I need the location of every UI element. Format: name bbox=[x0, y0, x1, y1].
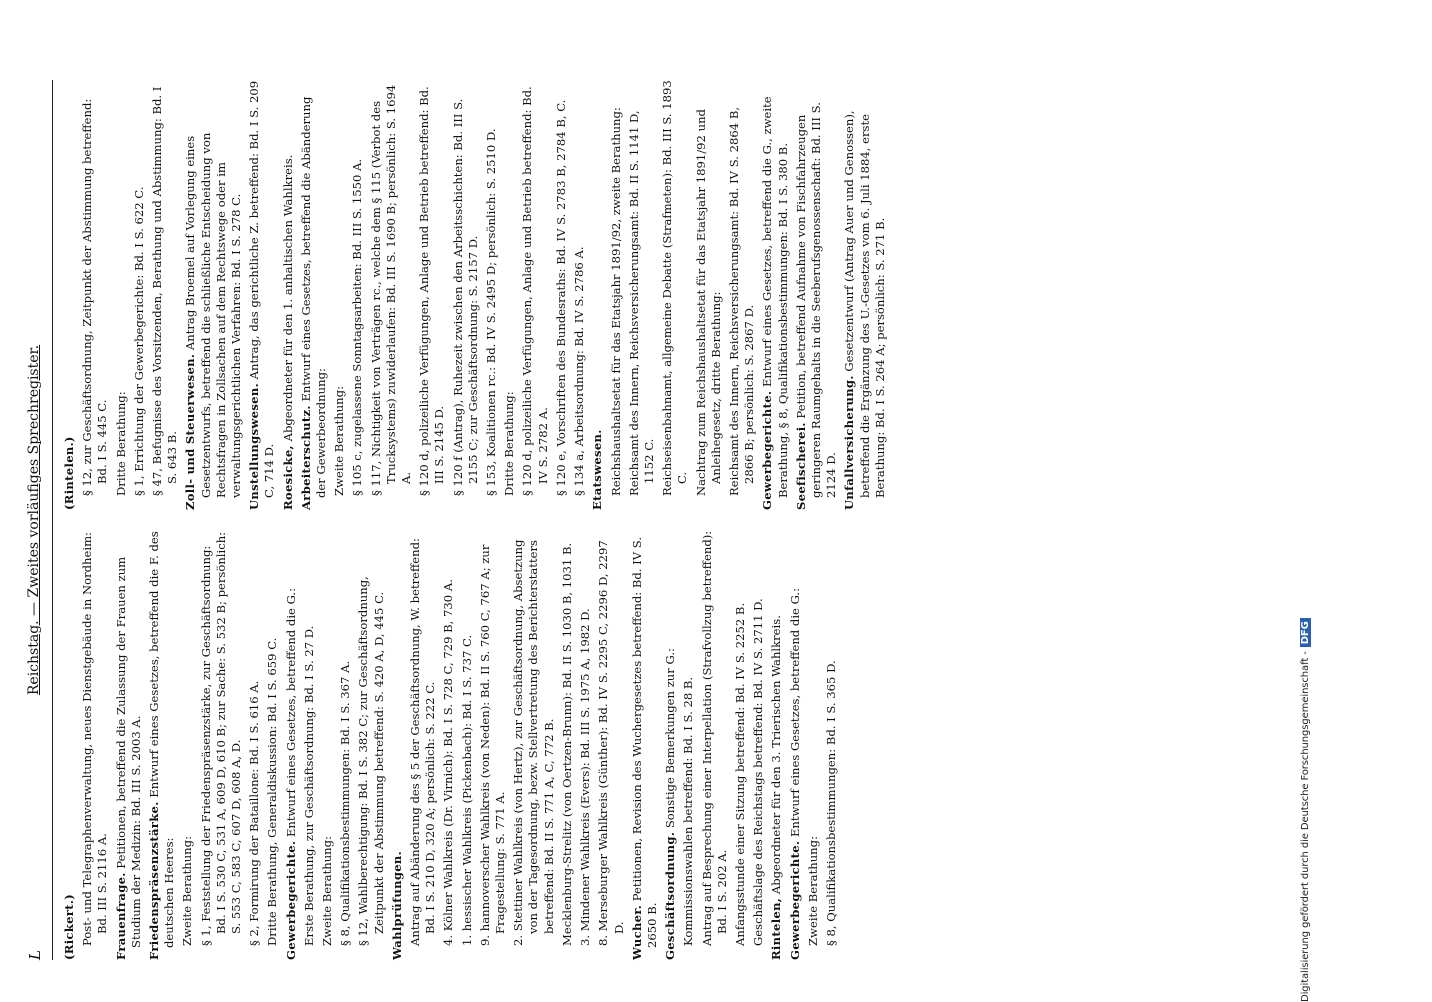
entry-text: § 8, Qualifikationsbestimmungen: Bd. I S. 365 D. bbox=[823, 660, 838, 946]
register-entry bbox=[441, 530, 456, 960]
entry-text: Post- und Telegraphenverwaltung, neues Dienstgebäude in Nordheim: Bd. III S. 2116 A. bbox=[80, 532, 110, 946]
digitization-note bbox=[1300, 2, 1311, 1002]
register-entry bbox=[302, 530, 317, 960]
register-entry bbox=[484, 80, 499, 510]
register-entry bbox=[609, 80, 624, 510]
entry-text: § 1, Feststellung der Friedenspräsenzstärke, zur Geschäftsordnung: Bd. I S. 530 C, 531 A, 609 D, 610 B; zur Sache: S. 532 B; persönlich: S. 553 C, 583 C, 607 D, 608 A, D. bbox=[198, 531, 244, 946]
register-entry bbox=[760, 80, 790, 510]
register-entry bbox=[842, 80, 888, 510]
entry-text: Petitionen, Revision des Wuchergesetzes betreffend: Bd. IV S. 2650 B. bbox=[629, 536, 659, 948]
register-entry bbox=[417, 80, 447, 510]
register-entry bbox=[788, 530, 803, 960]
entry-text: Reichsamt des Innern, Reichsversicherungsamt: Bd. IV S. 2864 B, 2866 B; persönlich: S. 2867 D. bbox=[726, 106, 757, 496]
register-entry bbox=[663, 530, 678, 960]
register-entry bbox=[320, 530, 335, 960]
entry-keyword: Frauenfrage. bbox=[113, 872, 128, 960]
register-entry bbox=[338, 530, 353, 960]
entry-text: § 120 d, polizeiliche Verfügungen, Anlage und Betrieb betreffend: Bd. III S. 2145 D. bbox=[417, 86, 447, 496]
register-entry bbox=[502, 80, 517, 510]
entry-keyword: Arbeiterschutz. bbox=[298, 405, 313, 510]
register-entry bbox=[681, 530, 696, 960]
entry-text: Abgeordneter für den 3. Trierischen Wahlkreis. bbox=[769, 615, 784, 895]
entry-text: Geschäftslage des Reichstags betreffend: Bd. IV S. 2711 D. bbox=[751, 598, 766, 946]
entry-text: Zweite Berathung: bbox=[805, 836, 820, 946]
entry-text: Anfangsstunde einer Sitzung betreffend: Bd. IV S. 2252 B. bbox=[732, 602, 747, 946]
entry-text: § 153, Koalitionen rc.: Bd. IV S. 2495 D; persönlich: S. 2510 D. bbox=[484, 128, 499, 496]
entry-text: 2. Stettiner Wahlkreis (von Hertz), zur Geschäftsordnung, Absetzung von der Tagesordnung, bezw. Stellvertretung des Berichterstatters betreffend: Bd. II S. 771 A, C, 772 B. bbox=[511, 539, 556, 946]
register-entry bbox=[478, 530, 508, 960]
register-entry bbox=[627, 80, 657, 510]
entry-keyword: Wucher. bbox=[629, 904, 644, 960]
entry-text: § 1, Errichtung der Gewerbegerichte: Bd. I S. 622 C. bbox=[131, 186, 146, 496]
register-entry bbox=[132, 80, 147, 510]
entry-keyword: Unfallversicherung. bbox=[842, 375, 857, 510]
entry-text: § 120 f (Antrag), Ruhezeit zwischen den Arbeitsschichten: Bd. III S. 2155 C; zur Geschäftsordnung: S. 2157 D. bbox=[450, 98, 480, 496]
register-entry bbox=[596, 530, 626, 960]
register-entry bbox=[199, 530, 245, 960]
register-entry bbox=[560, 530, 575, 960]
register-entry bbox=[408, 530, 438, 960]
entry-text: Entwurf eines Gesetzes, betreffend die G., zweite Berathung, § 8, Qualifikationsbestimmungen: Bd. I S. 380 B. bbox=[760, 96, 790, 498]
entry-text: Antrag auf Abänderung des § 5 der Geschäftsordnung, W. betreffend: Bd. I S. 210 D, 320 A; persönlich: S. 222 C. bbox=[408, 538, 438, 946]
entry-text: Kommissionswahlen betreffend: Bd. I S. 28 B. bbox=[681, 676, 696, 946]
entry-text: § 8, Qualifikationsbestimmungen: Bd. I S. 367 A. bbox=[338, 660, 353, 946]
register-entry bbox=[284, 530, 299, 960]
entry-text: Antrag auf Besprechung einer Interpellation (Strafvollzug betreffend): Bd. I S. 202 A. bbox=[699, 530, 729, 946]
entry-text: Zweite Berathung: bbox=[332, 386, 347, 496]
entry-keyword: Gewerbegerichte. bbox=[283, 840, 298, 960]
entry-text: Petition, betreffend Aufnahme von Fischfahrzeugen geringeren Raumgehalts in die Seeberufsgenossenschaft: Bd. III S. 2124 D. bbox=[793, 102, 839, 498]
entry-text: § 47, Befugnisse des Vorsitzenden, Berathung und Abstimmung: Bd. I S. 643 B. bbox=[150, 86, 180, 496]
entry-text: § 120 e, Vorschriften des Bundesraths: Bd. IV S. 2783 B, 2784 B, C. bbox=[553, 99, 568, 496]
entry-text: Mecklenburg-Strelitz (von Oertzen-Brunn): Bd. II S. 1030 B, 1031 B. bbox=[559, 542, 574, 946]
entry-keyword: Rintelen, bbox=[769, 897, 784, 960]
register-entry bbox=[62, 80, 77, 510]
register-entry bbox=[660, 80, 690, 510]
entry-keyword: Friedenspräsenzstärke. bbox=[147, 801, 162, 960]
register-entry bbox=[183, 80, 244, 510]
register-entry bbox=[751, 530, 766, 960]
entry-keyword: Roesicke, bbox=[280, 445, 295, 510]
register-entry bbox=[281, 80, 296, 510]
entry-text: Erste Berathung, zur Geschäftsordnung: Bd. I S. 27 D. bbox=[301, 625, 316, 946]
register-entry bbox=[694, 80, 724, 510]
register-entry bbox=[150, 80, 180, 510]
register-entry bbox=[554, 80, 569, 510]
entry-keyword: Seefischerei. bbox=[793, 422, 808, 510]
register-entry bbox=[630, 530, 660, 960]
register-entry bbox=[80, 80, 110, 510]
entry-text: Reichseisenbahnamt, allgemeine Debatte (Strafmeten): Bd. III S. 1893 C. bbox=[660, 80, 690, 496]
register-entry bbox=[733, 530, 748, 960]
entry-text: 8. Merseburger Wahlkreis (Günther): Bd. IV S. 2295 C, 2296 D, 2297 D. bbox=[596, 540, 626, 946]
header-rule bbox=[52, 80, 53, 960]
register-entry bbox=[247, 80, 277, 510]
register-entry bbox=[794, 80, 840, 510]
entry-text: Reichshaushaltsetat für das Etatsjahr 1891/92, zweite Berathung: bbox=[608, 107, 623, 496]
entry-text: 3. Mindener Wahlkreis (Evers): Bd. III S. 1975 A, 1982 D. bbox=[578, 608, 593, 946]
page-title: Reichstag. — Zweites vorläufiges Sprechregister. bbox=[26, 344, 42, 696]
entry-text: Antrag Broemel auf Vorlegung eines Gesetzentwurfs, betreffend die schließliche Entscheidung von Rechtsfragen in Zollsachen auf dem Rechtswege oder im verwaltungsgerichtlichen Verfahren: Bd. I S. 278 C. bbox=[183, 132, 244, 498]
entry-text: Entwurf eines Gesetzes, betreffend die G.: bbox=[787, 587, 802, 838]
entry-text: Reichsamt des Innern, Reichsversicherungsamt: Bd. II S. 1141 D, 1152 C. bbox=[626, 110, 656, 496]
register-entry bbox=[147, 530, 177, 960]
entry-text: § 120 d, polizeiliche Verfügungen, Anlage und Betrieb betreffend: Bd. IV S. 2782 A. bbox=[520, 86, 550, 496]
register-entry bbox=[700, 530, 730, 960]
entry-text: Dritte Berathung: bbox=[502, 391, 517, 496]
register-entry bbox=[769, 530, 784, 960]
entry-text: § 117, Nichtigkeit von Verträgen rc., welche dem § 115 (Verbot des Trucksystems) zuwiderlaufen: Bd. III S. 1690 B; persönlich: S. 1694 A. bbox=[368, 84, 414, 496]
entry-text: § 2, Formirung der Bataillone: Bd. I S. 616 A. bbox=[247, 680, 262, 946]
digitization-note-text: Digitalisierung gefördert durch die Deutsche Forschungsgemeinschaft - bbox=[1300, 651, 1311, 1002]
register-entry bbox=[356, 530, 386, 960]
entry-text: Abgeordneter für den 1. anhaltischen Wahlkreis. bbox=[280, 154, 295, 442]
entry-keyword: Gewerbegerichte. bbox=[787, 840, 802, 960]
entry-text: § 12, zur Geschäftsordnung, Zeitpunkt der Abstimmung betreffend: Bd. I S. 445 C. bbox=[80, 98, 110, 496]
dfg-badge: DFG bbox=[1300, 618, 1311, 647]
register-entry bbox=[114, 530, 144, 960]
register-entry bbox=[727, 80, 757, 510]
entry-text: § 12, Wahlberechtigung: Bd. I S. 382 C; zur Geschäftsordnung, Zeitpunkt der Abstimmung betreffend: S. 420 A, D, 445 C. bbox=[356, 576, 386, 946]
entry-text: Dritte Berathung, Generaldiskussion: Bd. I S. 659 C. bbox=[265, 637, 280, 946]
entry-keyword: Zoll- und Steuerwesen. bbox=[183, 353, 198, 510]
entry-text: Zweite Berathung: bbox=[180, 836, 195, 946]
register-entry bbox=[390, 530, 405, 960]
entry-text: Entwurf eines Gesetzes, betreffend die G.: bbox=[283, 587, 298, 838]
register-entry bbox=[80, 530, 110, 960]
register-entry bbox=[824, 530, 839, 960]
register-entry bbox=[332, 80, 347, 510]
right-column bbox=[62, 80, 891, 510]
register-entry bbox=[460, 530, 475, 960]
entry-keyword: Wahlprüfungen. bbox=[389, 851, 404, 960]
entry-keyword: Unstellungswesen. bbox=[247, 383, 262, 510]
register-entry bbox=[451, 80, 481, 510]
entry-keyword: Etatswesen. bbox=[590, 429, 605, 510]
entry-text: Entwurf eines Gesetzes, betreffend die F. des deutschen Heeres: bbox=[147, 531, 177, 948]
register-entry bbox=[265, 530, 280, 960]
register-entry bbox=[369, 80, 415, 510]
register-entry bbox=[350, 80, 365, 510]
register-entry bbox=[180, 530, 195, 960]
entry-text: Petitionen, betreffend die Zulassung der Frauen zum Studium der Medizin: Bd. III S. 2003 A. bbox=[113, 556, 143, 948]
entry-text: Sonstige Bemerkungen zur G.: bbox=[663, 648, 678, 829]
entry-text: 9. hannoverscher Wahlkreis (von Neden): Bd. II S. 760 C, 767 A; zur Fragestellung: S. 771 A. bbox=[477, 544, 508, 946]
entry-text: § 105 c, zugelassene Sonntagsarbeiten: Bd. III S. 1550 A. bbox=[350, 158, 365, 496]
register-entry bbox=[299, 80, 329, 510]
register-entry bbox=[806, 530, 821, 960]
left-column bbox=[62, 530, 842, 960]
register-entry bbox=[520, 80, 550, 510]
entry-text: Zweite Berathung: bbox=[320, 836, 335, 946]
entry-text: Nachtrag zum Reichshaushaltsetat für das Etatsjahr 1891/92 und Anleihegesetz, dritte Berathung: bbox=[693, 109, 723, 496]
register-entry bbox=[578, 530, 593, 960]
entry-keyword: (Rintelen.) bbox=[62, 436, 76, 510]
register-entry bbox=[511, 530, 557, 960]
register-entry bbox=[247, 530, 262, 960]
entry-text: Gesetzentwurf (Antrag Auer und Genossen), betreffend die Ergänzung des U.-Gesetzes vom 6. Juli 1884, erste Berathung: Bd. I S. 264 A; persönlich: S. 271 B. bbox=[842, 110, 887, 498]
entry-text: Antrag, das gerichtliche Z. betreffend: Bd. I S. 209 C, 714 D. bbox=[247, 80, 277, 498]
register-entry bbox=[62, 530, 77, 960]
entry-text: § 134 a, Arbeitsordnung: Bd. IV S. 2786 A. bbox=[572, 246, 587, 496]
page-label: L bbox=[26, 950, 44, 960]
entry-text: 1. hessischer Wahlkreis (Pickenbach): Bd. I S. 737 C. bbox=[459, 634, 474, 946]
entry-keyword: Gewerbegerichte. bbox=[760, 390, 775, 510]
entry-text: Entwurf eines Gesetzes, betreffend die Abänderung der Gewerbeordnung: bbox=[298, 96, 329, 498]
register-entry bbox=[572, 80, 587, 510]
entry-keyword: Geschäftsordnung. bbox=[663, 831, 678, 960]
entry-keyword: (Rickert.) bbox=[62, 894, 76, 960]
register-entry bbox=[590, 80, 605, 510]
page-header bbox=[22, 80, 52, 960]
register-entry bbox=[114, 80, 129, 510]
entry-text: 4. Kölner Wahlkreis (Dr. Virnich): Bd. I S. 728 C, 729 B, 730 A. bbox=[441, 579, 456, 946]
entry-text: Dritte Berathung: bbox=[113, 391, 128, 496]
